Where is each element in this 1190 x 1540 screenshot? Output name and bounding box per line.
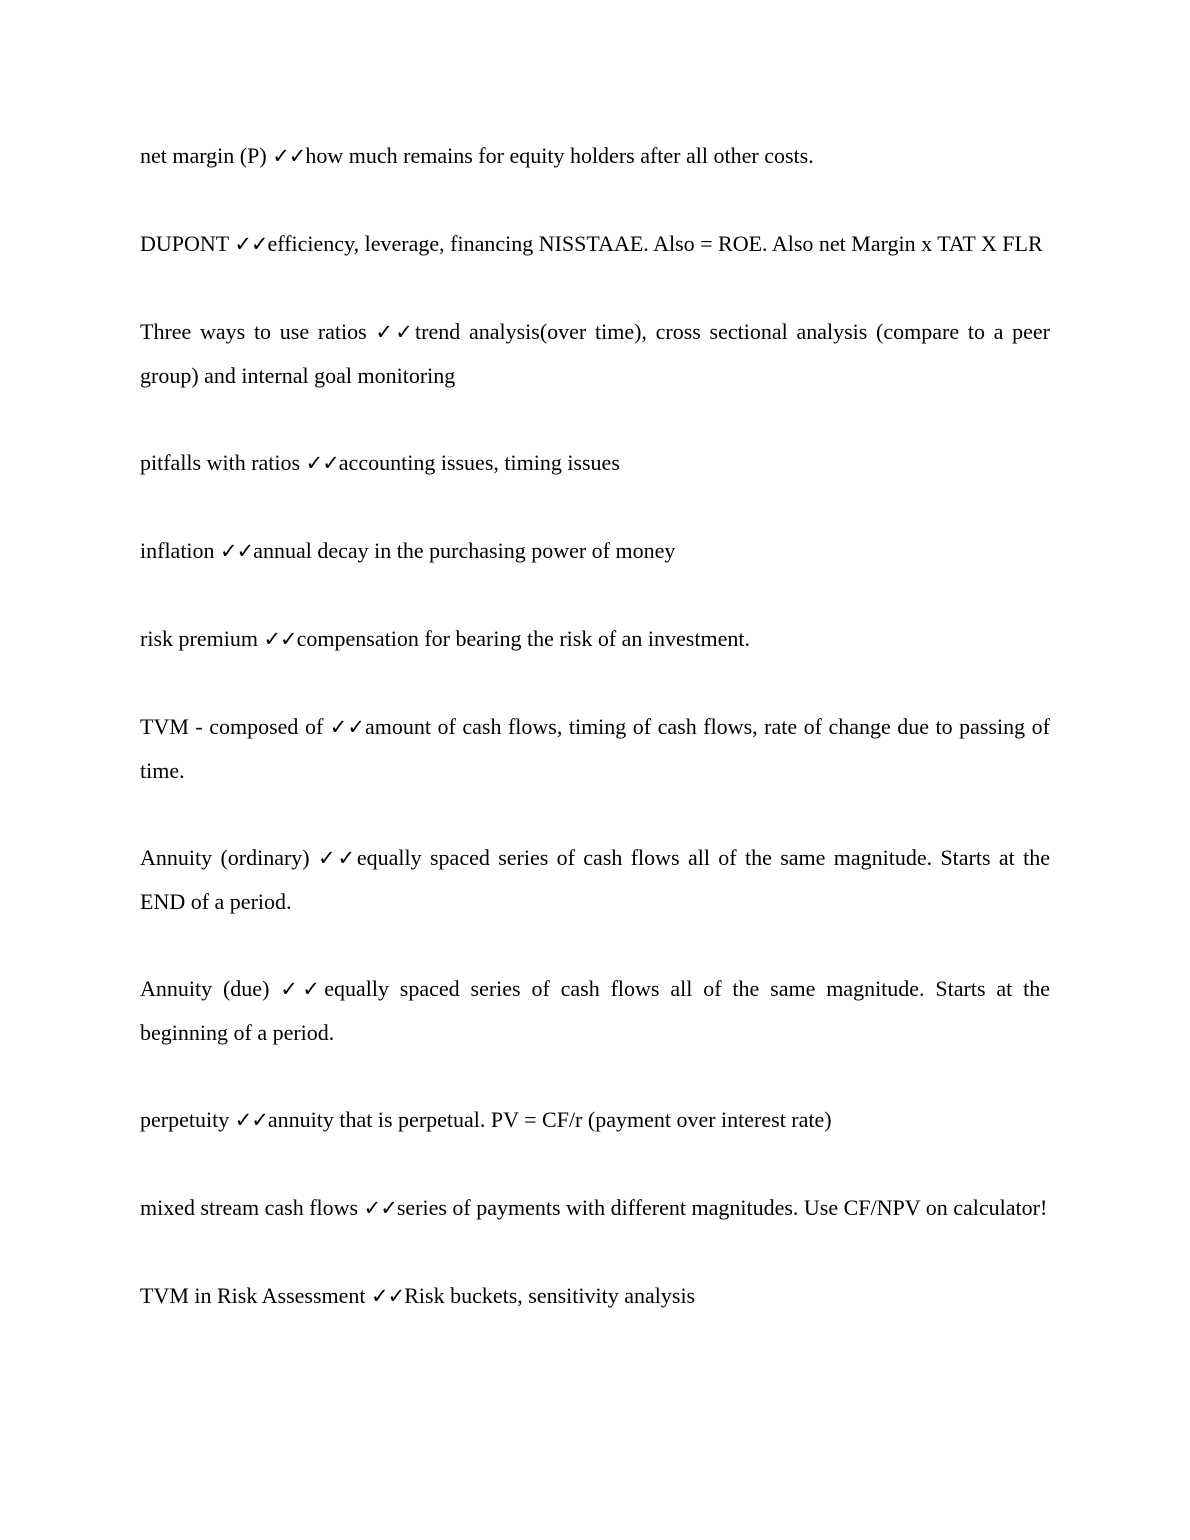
entry-dupont [140,222,1050,266]
entry-term: risk premium [140,626,258,651]
entry-term: net margin (P) [140,143,267,168]
entry-definition: trend analysis(over time), cross sectional analysis (compare to a peer group) and internal goal monitoring [140,319,1050,388]
entry-term: mixed stream cash flows [140,1195,359,1220]
entry-risk-premium [140,617,1050,661]
entry-annuity-ordinary [140,836,1050,923]
double-check-icon: ✓✓ [234,1108,268,1132]
entry-definition: amount of cash flows, timing of cash flows, rate of change due to passing of time. [140,714,1050,783]
entry-tvm-components [140,705,1050,792]
entry-term: TVM - composed of [140,714,324,739]
entry-definition: Risk buckets, sensitivity analysis [404,1283,696,1308]
double-check-icon: ✓✓ [363,1196,397,1220]
double-check-icon: ✓✓ [329,715,366,739]
entry-term: TVM in Risk Assessment [140,1283,366,1308]
entry-definition: accounting issues, timing issues [338,450,620,475]
double-check-icon: ✓✓ [371,1284,405,1308]
entry-definition: equally spaced series of cash flows all of the same magnitude. Starts at the beginning of a period. [140,976,1051,1045]
entry-inflation [140,529,1050,573]
entry-term: Annuity (due) [140,976,270,1001]
entry-definition: compensation for bearing the risk of an investment. [296,626,750,651]
double-check-icon: ✓✓ [272,144,306,168]
entry-mixed-stream [140,1186,1050,1230]
entry-annuity-due [140,967,1050,1054]
entry-term: inflation [140,538,215,563]
entry-tvm-risk [140,1274,1050,1318]
double-check-icon: ✓✓ [375,320,416,344]
entry-ratio-uses [140,310,1050,397]
entry-definition: annual decay in the purchasing power of money [253,538,676,563]
entry-term: DUPONT [140,231,229,256]
double-check-icon: ✓✓ [263,627,297,651]
double-check-icon: ✓✓ [234,232,268,256]
entry-definition: annuity that is perpetual. PV = CF/r (payment over interest rate) [267,1107,832,1132]
entry-ratio-pitfalls [140,441,1050,485]
entry-term: pitfalls with ratios [140,450,301,475]
entry-term: Three ways to use ratios [140,319,367,344]
entry-term: Annuity (ordinary) [140,845,310,870]
entry-definition: how much remains for equity holders after all other costs. [305,143,814,168]
entry-perpetuity [140,1098,1050,1142]
document-page [140,134,1050,1362]
entry-term: perpetuity [140,1107,230,1132]
entry-definition: series of payments with different magnitudes. Use CF/NPV on calculator! [396,1195,1048,1220]
double-check-icon: ✓✓ [280,977,325,1001]
entry-definition: equally spaced series of cash flows all of the same magnitude. Starts at the END of a period. [140,845,1051,914]
double-check-icon: ✓✓ [220,539,254,563]
entry-definition: efficiency, leverage, financing NISSTAAE. Also = ROE. Also net Margin x TAT X FLR [267,231,1043,256]
double-check-icon: ✓✓ [305,451,339,475]
entry-net-margin [140,134,1050,178]
double-check-icon: ✓✓ [318,846,357,870]
